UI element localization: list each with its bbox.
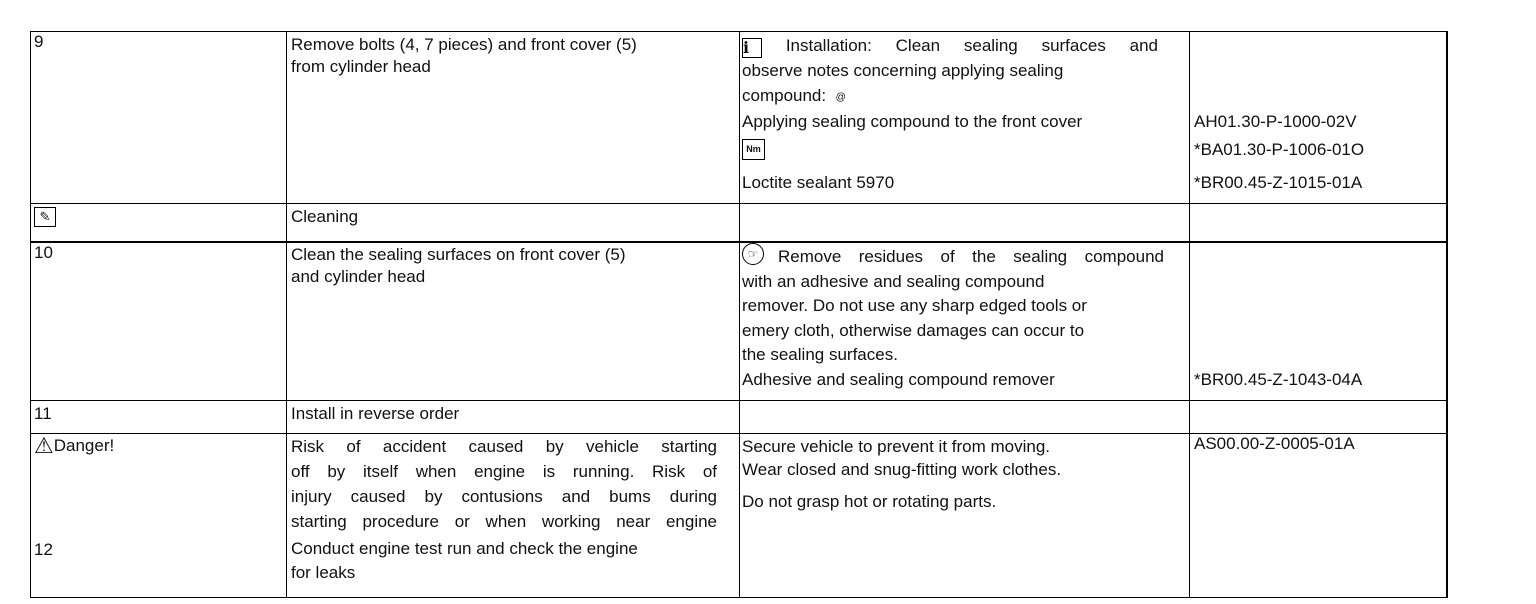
- link-icon[interactable]: @: [835, 92, 846, 103]
- cleaning-icon: ✎: [34, 207, 56, 227]
- step-number: 9: [34, 32, 44, 51]
- column-divider: [739, 31, 740, 598]
- note-text: Adhesive and sealing compound remover: [742, 370, 1055, 389]
- step-number: 12: [34, 540, 53, 559]
- column-divider: [30, 31, 31, 598]
- step-notes: Secure vehicle to prevent it from moving. Wear closed and snug-fitting work clothes.: [742, 437, 1062, 479]
- danger-description: Risk of accident caused by vehicle starting off by itself when engine is running. Risk of injury caused by contusions and bums during starting procedure or when working near engine: [291, 437, 717, 531]
- step-notes: Remove residues of the sealing compound with an adhesive and sealing compound remover. Do not use any sharp edged tools or emery cloth, otherwise damages can occur to the sealing surfaces.: [742, 247, 1164, 364]
- step-notes: i Installation: Clean sealing surfaces and observe notes concerning applying sealing compound: @: [742, 36, 1158, 105]
- step-action: Install in reverse order: [291, 404, 460, 423]
- step-action: Remove bolts (4, 7 pieces) and front cover (5) from cylinder head: [291, 35, 637, 76]
- step-number: 10: [34, 243, 53, 262]
- step-number: 11: [34, 404, 52, 423]
- column-divider: [286, 31, 287, 598]
- column-divider: [1189, 31, 1190, 598]
- danger-label: ⚠Danger!: [34, 433, 115, 458]
- caution-icon: ☞: [742, 243, 764, 265]
- reference-code[interactable]: AS00.00-Z-0005-01A: [1194, 434, 1355, 453]
- reference-code[interactable]: *BR00.45-Z-1015-01A: [1194, 173, 1363, 192]
- section-heading: Cleaning: [291, 207, 359, 226]
- note-text: Loctite sealant 5970: [742, 173, 895, 192]
- info-icon: i: [742, 38, 762, 58]
- column-divider: [1446, 31, 1448, 598]
- warning-triangle-icon: ⚠: [34, 433, 54, 458]
- reference-code[interactable]: AH01.30-P-1000-02V: [1194, 112, 1357, 131]
- note-text: Applying sealing compound to the front cover: [742, 112, 1083, 131]
- note-text: Do not grasp hot or rotating parts.: [742, 492, 997, 511]
- step-action: Clean the sealing surfaces on front cover (5) and cylinder head: [291, 245, 626, 286]
- reference-code[interactable]: *BA01.30-P-1006-01O: [1194, 140, 1365, 159]
- torque-icon: Nm: [742, 139, 765, 160]
- reference-code[interactable]: *BR00.45-Z-1043-04A: [1194, 370, 1363, 389]
- step-action: Conduct engine test run and check the engine for leaks: [291, 539, 638, 582]
